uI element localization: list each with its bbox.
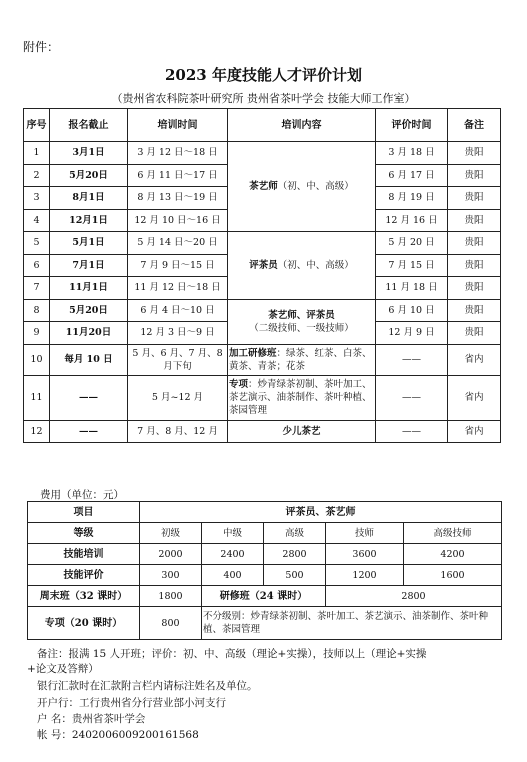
content-bold: 茶艺师、评茶员 [268, 309, 335, 321]
table-row [24, 344, 501, 375]
fee-cell: 2800 [326, 586, 502, 607]
row-eval: 7 月 15 日 [376, 254, 448, 277]
col-header-note: 备注 [448, 109, 501, 142]
account-number: 帐 号：2402006009200161568 [37, 729, 199, 741]
fees-study-label: 研修班（24 课时） [202, 586, 326, 607]
note-line-2: +论文及答辩） [27, 663, 99, 675]
content-cell [228, 375, 376, 420]
row-eval: 11 月 18 日 [376, 277, 448, 300]
row-training: 11 月 12 日～18 日 [128, 277, 228, 300]
row-eval: 12 月 16 日 [376, 209, 448, 232]
row-note: 省内 [448, 375, 501, 420]
row-training: 8 月 13 日～19 日 [128, 187, 228, 210]
row-deadline: 12月1日 [50, 209, 128, 232]
page-title: 2023 年度技能人才评价计划 [165, 66, 362, 84]
row-no: 2 [24, 164, 50, 187]
row-training: 12 月 3 日～9 日 [128, 322, 228, 345]
content-rest: （初、中、高级） [277, 259, 354, 271]
table-row [24, 420, 501, 443]
fees-special-label: 专项（20 课时） [28, 607, 140, 640]
fee-cell: 400 [202, 565, 264, 586]
fee-cell: 3600 [326, 544, 404, 565]
level-cell: 高级 [264, 523, 326, 544]
row-eval: 5 月 20 日 [376, 232, 448, 255]
col-header-content: 培训内容 [228, 109, 376, 142]
row-training: 7 月、8 月、12 月 [128, 420, 228, 443]
row-training: 5 月、6 月、7 月、8 月下旬 [128, 344, 228, 375]
row-deadline: —— [50, 375, 128, 420]
fees-training-label: 技能培训 [28, 544, 140, 565]
row-deadline: 11月1日 [50, 277, 128, 300]
row-deadline: 3月1日 [50, 142, 128, 165]
level-cell: 高级技师 [404, 523, 502, 544]
content-bold: 专项 [229, 379, 249, 390]
fees-project-value: 评茶员、茶艺师 [140, 502, 502, 523]
content-bold: 加工研修班 [229, 347, 277, 359]
row-note: 贵阳 [448, 277, 501, 300]
row-deadline: 11月20日 [50, 322, 128, 345]
row-eval: —— [376, 420, 448, 443]
fees-special-desc: 不分级别：炒青绿茶初制、茶叶加工、茶艺演示、油茶制作、茶叶种植、茶园管理 [202, 607, 502, 640]
row-no: 11 [24, 375, 50, 420]
row-deadline: —— [50, 420, 128, 443]
fee-cell: 2000 [140, 544, 202, 565]
page-subtitle: （贵州省农科院茶叶研究所 贵州省茶叶学会 技能大师工作室） [111, 92, 416, 105]
col-header-eval: 评价时间 [376, 109, 448, 142]
note-line-3: 银行汇款时在汇款附言栏内请标注姓名及单位。 [37, 680, 258, 692]
row-note: 省内 [448, 420, 501, 443]
content-cell [228, 232, 376, 300]
row-note: 贵阳 [448, 254, 501, 277]
content-rest: （初、中、高级） [277, 181, 354, 192]
fee-cell: 800 [140, 607, 202, 640]
row-eval: 3 月 18 日 [376, 142, 448, 165]
table-row [24, 232, 501, 255]
row-training: 3 月 12 日～18 日 [128, 142, 228, 165]
row-training: 7 月 9 日～15 日 [128, 254, 228, 277]
row-deadline: 5月20日 [50, 299, 128, 322]
row-note: 贵阳 [448, 299, 501, 322]
attachment-label: 附件： [23, 40, 60, 54]
row-no: 3 [24, 187, 50, 210]
table-row [24, 142, 501, 165]
row-no: 12 [24, 420, 50, 443]
content-cell: 少儿茶艺 [228, 420, 376, 443]
row-no: 4 [24, 209, 50, 232]
account-name: 户 名：贵州省茶叶学会 [37, 713, 146, 725]
row-training: 6 月 4 日～10 日 [128, 299, 228, 322]
row-note: 贵阳 [448, 209, 501, 232]
row-no: 6 [24, 254, 50, 277]
row-note: 省内 [448, 344, 501, 375]
row-training: 5 月 14 日～20 日 [128, 232, 228, 255]
level-cell: 中级 [202, 523, 264, 544]
fees-weekend-row [28, 586, 502, 607]
row-training: 5 月~12 月 [128, 375, 228, 420]
fees-label: 费用（单位：元） [40, 489, 124, 501]
table-row [24, 375, 501, 420]
fees-eval-label: 技能评价 [28, 565, 140, 586]
fees-level-row [28, 523, 502, 544]
fees-level-label: 等级 [28, 523, 140, 544]
content-bold: 茶艺师 [249, 181, 278, 192]
row-eval: —— [376, 375, 448, 420]
fees-special-row [28, 607, 502, 640]
fees-table [27, 501, 502, 640]
col-header-deadline: 报名截止 [50, 109, 128, 142]
fee-cell: 500 [264, 565, 326, 586]
fee-cell: 2800 [264, 544, 326, 565]
content-rest: ：绿茶、红茶、白茶、黄茶、青茶；花茶 [229, 347, 372, 372]
row-note: 贵阳 [448, 142, 501, 165]
row-training: 6 月 11 日～17 日 [128, 164, 228, 187]
row-no: 8 [24, 299, 50, 322]
col-header-training: 培训时间 [128, 109, 228, 142]
note-line-1: 备注：报满 15 人开班；评价：初、中、高级（理论+实操），技师以上（理论+实操 [37, 648, 427, 660]
row-note: 贵阳 [448, 164, 501, 187]
content-cell [228, 299, 376, 344]
fee-cell: 1600 [404, 565, 502, 586]
row-training: 12 月 10 日～16 日 [128, 209, 228, 232]
row-eval: 12 月 9 日 [376, 322, 448, 345]
schedule-header-row [24, 109, 501, 142]
row-eval: 6 月 10 日 [376, 299, 448, 322]
table-row [24, 299, 501, 322]
bank-name: 开户行：工行贵州省分行营业部小河支行 [37, 697, 226, 709]
row-no: 7 [24, 277, 50, 300]
row-note: 贵阳 [448, 322, 501, 345]
level-cell: 初级 [140, 523, 202, 544]
fees-weekend-label: 周末班（32 课时） [28, 586, 140, 607]
row-no: 9 [24, 322, 50, 345]
fee-cell: 300 [140, 565, 202, 586]
row-no: 1 [24, 142, 50, 165]
row-note: 贵阳 [448, 187, 501, 210]
row-deadline: 7月1日 [50, 254, 128, 277]
content-cell [228, 344, 376, 375]
col-header-no: 序号 [24, 109, 50, 142]
row-note: 贵阳 [448, 232, 501, 255]
fee-cell: 1800 [140, 586, 202, 607]
row-eval: 8 月 19 日 [376, 187, 448, 210]
schedule-table [23, 108, 501, 443]
row-no: 10 [24, 344, 50, 375]
content-rest: （二级技师、一级技师） [249, 322, 354, 334]
fee-cell: 4200 [404, 544, 502, 565]
row-deadline: 8月1日 [50, 187, 128, 210]
row-deadline: 5月1日 [50, 232, 128, 255]
fees-project-row [28, 502, 502, 523]
content-cell [228, 142, 376, 232]
fee-cell: 1200 [326, 565, 404, 586]
row-deadline: 5月20日 [50, 164, 128, 187]
fees-training-row [28, 544, 502, 565]
content-bold: 评茶员 [249, 259, 278, 271]
fee-cell: 2400 [202, 544, 264, 565]
row-eval: 6 月 17 日 [376, 164, 448, 187]
fees-project-label: 项目 [28, 502, 140, 523]
row-deadline: 每月 10 日 [50, 344, 128, 375]
level-cell: 技师 [326, 523, 404, 544]
row-eval: —— [376, 344, 448, 375]
content-rest: ：炒青绿茶初制、茶叶加工、茶艺演示、油茶制作、茶叶种植、茶园管理 [229, 379, 372, 416]
row-no: 5 [24, 232, 50, 255]
fees-eval-row [28, 565, 502, 586]
